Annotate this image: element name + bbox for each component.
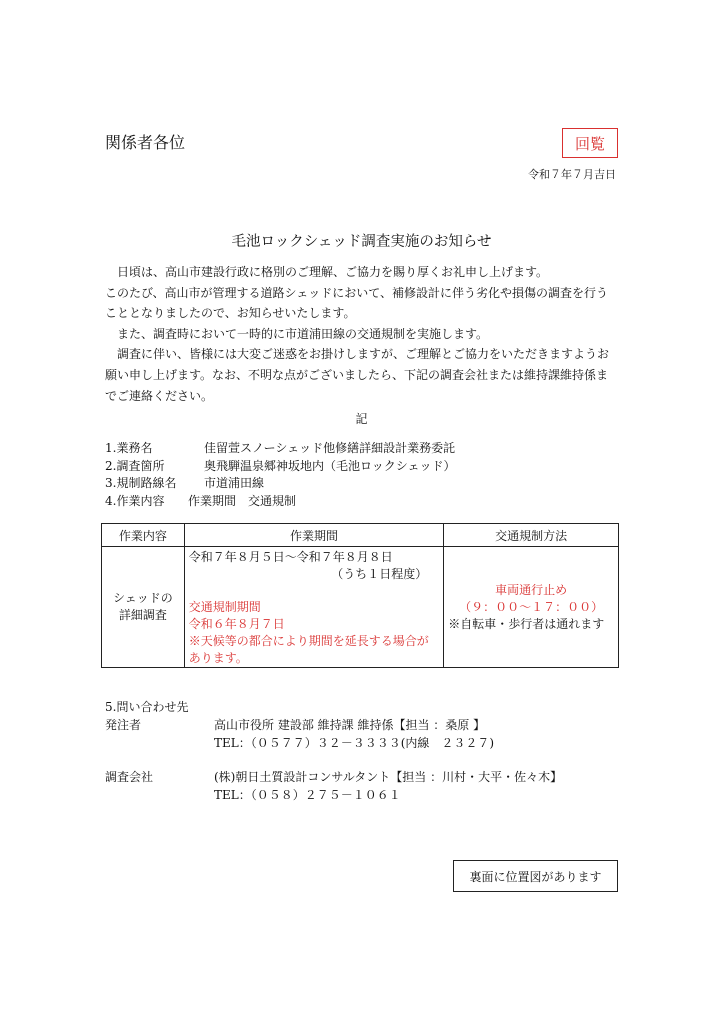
item-value: 佳留萱スノーシェッド他修繕詳細設計業務委託	[204, 441, 456, 455]
orderer-label: 発注者	[105, 718, 142, 732]
header-traffic-method: 交通規制方法	[444, 524, 619, 547]
item-value: 市道浦田線	[204, 476, 265, 490]
work-content-cell	[102, 547, 185, 668]
item-value: 奥飛騨温泉郷神坂地内（毛池ロックシェッド）	[204, 458, 456, 473]
circulation-stamp: 回覧	[562, 128, 618, 158]
schedule-table	[101, 523, 619, 668]
company-label: 調査会社	[105, 770, 154, 784]
header-work-period: 作業期間	[184, 524, 444, 547]
table-header-row	[102, 524, 619, 547]
body-text	[105, 262, 617, 406]
paragraph-request: 調査に伴い、皆様には大変ご迷惑をお掛けしますが、ご理解とご協力をいただきますようお願い申し上げます。なお、不明な点がございましたら、下記の調査会社または維持課維持係までご連絡ください。	[105, 347, 610, 403]
orderer-row	[105, 716, 562, 734]
header-work-content: 作業内容	[102, 524, 185, 547]
paragraph-purpose: このたび、高山市が管理する道路シェッドにおいて、補修設計に伴う劣化や損傷の調査を行うこととなりましたので、お知らせいたします。	[105, 285, 609, 321]
work-content-line: 詳細調査	[118, 608, 167, 622]
contact-section	[105, 698, 562, 804]
item-label: 2.調査箇所	[105, 458, 165, 473]
paragraph-greeting: 日頃は、高山市建設行政に格別のご理解、ご協力を賜り厚くお礼申し上げます。	[105, 265, 549, 279]
paragraph-traffic: また、調査時において一時的に市道浦田線の交通規制を実施します。	[105, 326, 489, 341]
item-label: 4.作業内容	[105, 493, 165, 508]
company-tel: TEL：（０５８）２７５－１０６１	[214, 788, 401, 802]
regulation-date: 令和６年８月７日	[188, 617, 285, 631]
table-row	[102, 547, 619, 668]
company-row	[105, 768, 562, 786]
period-range: 令和７年８月５日～令和７年８月８日	[188, 550, 393, 564]
document-title: 毛池ロックシェッド調査実施のお知らせ	[231, 234, 492, 250]
addressee: 関係者各位	[105, 133, 186, 152]
road-closure: 車両通行止め	[495, 582, 568, 597]
extension-note: ※天候等の都合により期間を延長する場合があります。	[188, 634, 429, 665]
work-content-line: シェッドの	[112, 591, 173, 605]
item-row	[105, 493, 456, 511]
item-label: 1.業務名	[105, 441, 153, 455]
item-row	[105, 458, 456, 476]
item-label: 3.規制路線名	[105, 476, 177, 490]
regulation-period-label: 交通規制期間	[188, 600, 261, 614]
item-list	[105, 440, 456, 510]
orderer-name: 高山市役所 建設部 維持課 維持係【担当 ：桑原 】	[214, 718, 486, 732]
company-tel-row	[105, 786, 562, 804]
pedestrian-note: ※自転車・歩行者は通れます	[448, 616, 605, 631]
item-row	[105, 475, 456, 493]
back-side-note: 裏面に位置図があります	[453, 860, 618, 892]
contact-heading: 5.問い合わせ先	[105, 700, 189, 714]
item-row	[105, 440, 456, 458]
traffic-method-cell	[444, 547, 619, 668]
orderer-tel: TEL：（０５７７）３２－３３３３(内線 ２３２７)	[214, 736, 495, 750]
orderer-tel-row	[105, 734, 562, 752]
work-period-cell	[184, 547, 444, 668]
closure-hours: （９：００～１７：００）	[459, 599, 604, 614]
item-value: 作業期間 交通規制	[188, 493, 297, 508]
company-name: (株)朝日土質設計コンサルタント【担当 ：川村・大平・佐々木】	[214, 770, 563, 784]
ki-heading: 記	[355, 412, 368, 426]
period-note: （うち１日程度）	[331, 567, 428, 581]
issue-date: 令和７年７月吉日	[528, 168, 616, 181]
